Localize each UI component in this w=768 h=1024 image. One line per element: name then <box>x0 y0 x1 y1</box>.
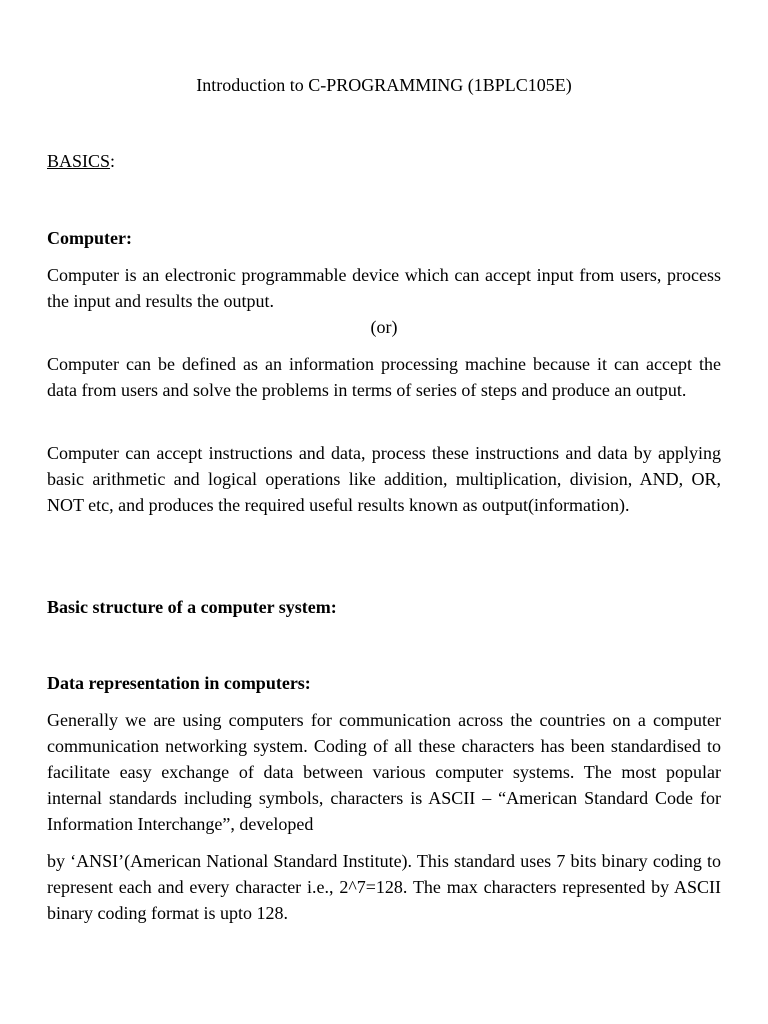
computer-paragraph-3: Computer can accept instructions and data, process these instructions and data by applying basic arithmetic and logical operations like addition, multiplication, division, AND, OR, NOT etc, and produces the required useful results known as output(information). <box>47 443 721 515</box>
or-separator: (or) <box>370 317 398 337</box>
basics-heading <box>47 148 115 174</box>
structure-heading: Basic structure of a computer system: <box>47 597 337 617</box>
basics-colon: : <box>110 151 116 171</box>
basics-label: BASICS <box>47 151 111 171</box>
data-representation-paragraph-2: by ‘ANSI’(American National Standard Institute). This standard uses 7 bits binary coding to represent each and every character i.e., 2^7=128. The max characters represented by ASCII binary coding format is upto 128. <box>47 851 721 923</box>
computer-paragraph-2: Computer can be defined as an information processing machine because it can accept the data from users and solve the problems in terms of series of steps and produce an output. <box>47 354 721 400</box>
data-representation-paragraph-1: Generally we are using computers for communication across the countries on a computer communication networking system. Coding of all these characters has been standardised to facilitate easy exchange of data between various computer systems. The most popular internal standards including symbols, characters is ASCII – “American Standard Code for Information Interchange”, developed <box>47 710 721 834</box>
computer-paragraph-1: Computer is an electronic programmable device which can accept input from users, process the input and results the output. <box>47 265 721 311</box>
computer-heading: Computer: <box>47 228 132 248</box>
document-title: Introduction to C-PROGRAMMING (1BPLC105E) <box>196 75 572 95</box>
data-representation-heading: Data representation in computers: <box>47 673 311 693</box>
document-page <box>47 0 721 1024</box>
